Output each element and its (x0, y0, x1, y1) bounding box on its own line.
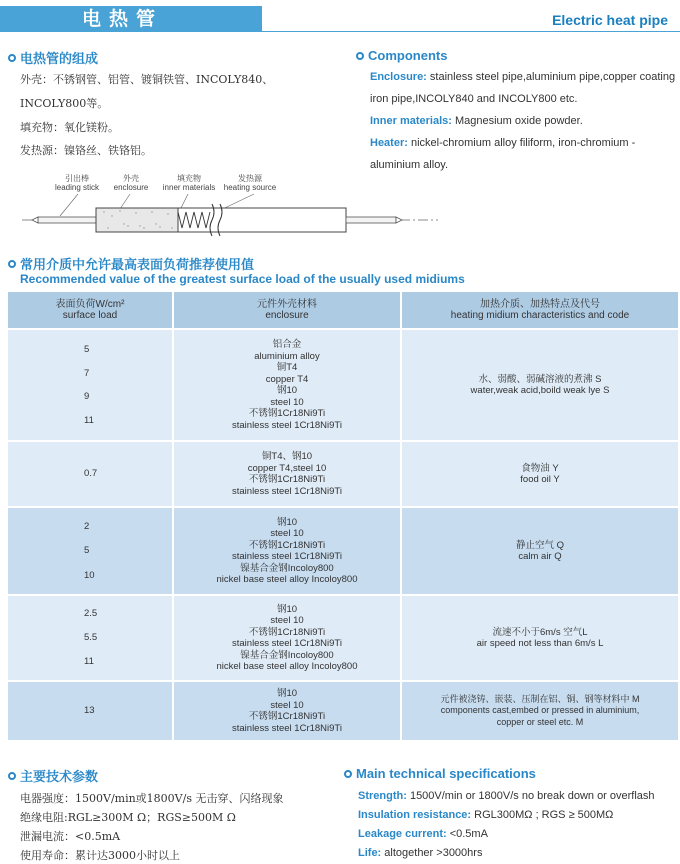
leading-stick-right (346, 217, 396, 223)
composition-heading-cn (8, 48, 98, 67)
load-cell (8, 442, 174, 506)
medium-cell (402, 596, 678, 680)
enclosure-text: copper T4,steel 10 (247, 462, 327, 474)
spec-cn-line: 使用寿命：累计达3000小时以上 (20, 849, 180, 862)
enclosure-text: steel 10 (270, 528, 304, 539)
enclosure-text: stainless steel 1Cr18Ni9Ti (232, 551, 342, 562)
medium-text: 静止空气 Q (515, 539, 565, 551)
enclosure-text: stainless steel 1Cr18Ni9Ti (232, 722, 342, 734)
load-cell (8, 508, 174, 594)
medium-text: air speed not less than 6m/s L (476, 638, 604, 649)
load-value: 0.7 (84, 468, 98, 480)
load-value: 5.5 (84, 632, 98, 644)
medium-cell (402, 442, 678, 506)
enclosure-text: 不锈钢1Cr18Ni9Ti (248, 474, 326, 485)
spec-key: Strength: (358, 790, 407, 802)
specs-heading-en (344, 766, 536, 781)
enclosure-text: stainless steel 1Cr18Ni9Ti (232, 485, 342, 497)
spec-value: 1500V/min or 1800V/s no break down or overflash (406, 790, 655, 802)
medium-text: food oil Y (520, 474, 560, 485)
enclosure-cell (174, 442, 402, 506)
medium-text: water,weak acid,boild weak lye S (470, 385, 610, 396)
table-row (8, 682, 678, 742)
spec-value: <0.5mA (446, 828, 488, 840)
diagram-label-en: heating source (223, 183, 277, 192)
stick-tip-left (32, 217, 38, 223)
diagram-label-en: inner materials (162, 183, 216, 192)
enclosure-text: 镍基合金钢Incoloy800 (240, 649, 334, 661)
enclosure-text: steel 10 (270, 699, 304, 711)
spec-en-leakage (358, 828, 488, 840)
medium-text: 食物油 Y (521, 462, 559, 474)
enclosure-value: stainless steel pipe,aluminium pipe,copper coating iron pipe,INCOLY840 and INCOLY800 etc. (370, 71, 676, 105)
table-heading-cn (8, 254, 254, 273)
load-value: 2.5 (84, 608, 98, 620)
load-value: 10 (84, 569, 95, 581)
composition-cn-line: 发热源：镍铬丝、铁铬铝。 (20, 144, 152, 157)
diagram-label-en: enclosure (113, 183, 149, 192)
enclosure-text: 不锈钢1Cr18Ni9Ti (248, 626, 326, 638)
table-title-cn: 常用介质中允许最高表面负荷推荐使用值 (20, 258, 255, 273)
enclosure-text: copper T4 (265, 373, 309, 385)
composition-title-cn: 电热管的组成 (20, 52, 99, 67)
stick-tip-right (396, 217, 402, 223)
leader-line (60, 194, 78, 216)
spec-cn-line: 电器强度：1500V/min或1800V/s 无击穿、闪络现象 (20, 792, 284, 805)
load-cell (8, 682, 174, 740)
composition-title-en: Components (368, 48, 448, 63)
surface-load-table (8, 292, 678, 742)
bullet-icon (8, 772, 16, 780)
page-title: 电热管 (82, 8, 164, 30)
enclosure-text: 铜T4 (276, 362, 298, 373)
heater-key: Heater: (370, 137, 408, 149)
enclosure-text: 铝合金 (272, 339, 302, 350)
table-title-en: Recommended value of the greatest surface load of the usually used midiums (20, 272, 465, 286)
composition-cn-line: 填充物：氧化镁粉。 (20, 121, 119, 134)
spec-en-life (358, 847, 482, 859)
table-row (8, 330, 678, 442)
composition-cn-line: INCOLY800等。 (20, 97, 109, 110)
spec-value: altogether >3000hrs (381, 847, 483, 859)
medium-text: 流速不小于6m/s 空气L (492, 626, 588, 638)
enclosure-text: nickel base steel alloy Incoloy800 (216, 661, 358, 672)
load-value: 11 (84, 656, 94, 668)
enclosure-text: 铜T4、钢10 (261, 451, 313, 462)
load-value: 11 (84, 414, 94, 426)
spec-en-strength (358, 790, 655, 802)
header-cn: 表面负荷W/cm² (55, 298, 125, 310)
header-en: enclosure (265, 310, 309, 321)
header-enclosure (174, 292, 402, 328)
diagram-label-cn: 外壳 (123, 174, 139, 183)
enclosure-text: stainless steel 1Cr18Ni9Ti (232, 638, 342, 649)
load-value: 5 (84, 545, 90, 557)
medium-cell (402, 682, 678, 740)
header-cn: 加热介质、加热特点及代号 (480, 298, 600, 310)
enclosure-cell (174, 596, 402, 680)
diagram-label-cn: 填充物 (177, 174, 201, 183)
load-value: 9 (84, 391, 90, 402)
enclosure-text: 钢10 (276, 603, 298, 615)
bullet-icon (8, 260, 16, 268)
diagram-label-cn: 发热源 (238, 174, 262, 183)
composition-heading-en (356, 48, 447, 63)
medium-text: 水、弱酸、弱碱溶液的煮沸 S (478, 373, 602, 385)
heater-value: nickel-chromium alloy filiform, iron-chromium -aluminium alloy. (370, 137, 636, 171)
enclosure-cell (174, 508, 402, 594)
composition-en-text (370, 66, 676, 176)
specs-title-en: Main technical specifications (356, 766, 536, 781)
enclosure-text: 钢10 (276, 688, 298, 699)
inner-key: Inner materials: (370, 115, 452, 127)
bullet-icon (344, 770, 352, 778)
enclosure-text: 钢10 (276, 516, 298, 528)
enclosure-text: steel 10 (270, 396, 304, 408)
medium-text: components cast,embed or pressed in aluminium, (440, 705, 640, 716)
enclosure-key: Enclosure: (370, 71, 427, 83)
specs-heading-cn (8, 766, 98, 785)
load-value: 2 (84, 520, 90, 532)
load-cell (8, 330, 174, 440)
leading-stick-left (38, 217, 96, 223)
medium-text: copper or steel etc. M (496, 716, 584, 727)
enclosure-cell (174, 682, 402, 740)
bullet-icon (8, 54, 16, 62)
spec-cn-line: 绝缘电阻:RGL≥300M Ω；RGS≥500M Ω (20, 811, 236, 824)
enclosure-text: stainless steel 1Cr18Ni9Ti (232, 419, 342, 431)
diagram-label-en: leading stick (54, 183, 100, 192)
header-cn: 元件外壳材料 (257, 298, 317, 310)
medium-text: calm air Q (518, 551, 562, 562)
spec-key: Insulation resistance: (358, 809, 472, 821)
header-rule (262, 31, 680, 32)
header-en: surface load (62, 310, 118, 321)
enclosure-text: aluminium alloy (254, 350, 320, 362)
table-header-row (8, 292, 678, 330)
header-en: heating midium characteristics and code (450, 310, 630, 321)
enclosure-text: 不锈钢1Cr18Ni9Ti (248, 539, 326, 551)
enclosure-text: 不锈钢1Cr18Ni9Ti (248, 408, 326, 419)
load-value: 5 (84, 344, 90, 355)
table-row (8, 508, 678, 596)
header-surface-load (8, 292, 174, 328)
enclosure-text: 不锈钢1Cr18Ni9Ti (248, 711, 326, 722)
enclosure-text: 镍基合金钢Incoloy800 (240, 562, 334, 574)
header-medium (402, 292, 678, 328)
medium-cell (402, 330, 678, 440)
enclosure-text: steel 10 (270, 615, 304, 626)
spec-key: Life: (358, 847, 382, 859)
enclosure-text: nickel base steel alloy Incoloy800 (216, 574, 358, 585)
spec-cn-line: 泄漏电流：<0.5mA (20, 830, 121, 843)
page-title-en: Electric heat pipe (552, 12, 668, 28)
inner-value: Magnesium oxide powder. (451, 115, 583, 127)
spec-key: Leakage current: (358, 828, 447, 840)
medium-cell (402, 508, 678, 594)
medium-text: 元件被浇铸、嵌装、压制在铝、铜、钢等材料中 M (440, 693, 640, 704)
specs-title-cn: 主要技术参数 (20, 770, 99, 785)
spec-en-insulation (358, 809, 613, 821)
table-row (8, 442, 678, 508)
load-value: 13 (84, 705, 95, 717)
table-row (8, 596, 678, 682)
spec-value: RGL300MΩ ; RGS ≥ 500MΩ (471, 809, 614, 821)
composition-cn-line: 外壳：不锈钢管、铝管、镀铜铁管、INCOLY840、 (20, 73, 274, 86)
enclosure-text: 钢10 (276, 385, 298, 396)
heat-pipe-diagram (20, 190, 440, 246)
diagram-label-cn: 引出棒 (65, 174, 89, 183)
enclosure-cell (174, 330, 402, 440)
bullet-icon (356, 52, 364, 60)
load-value: 7 (84, 367, 90, 379)
load-cell (8, 596, 174, 680)
